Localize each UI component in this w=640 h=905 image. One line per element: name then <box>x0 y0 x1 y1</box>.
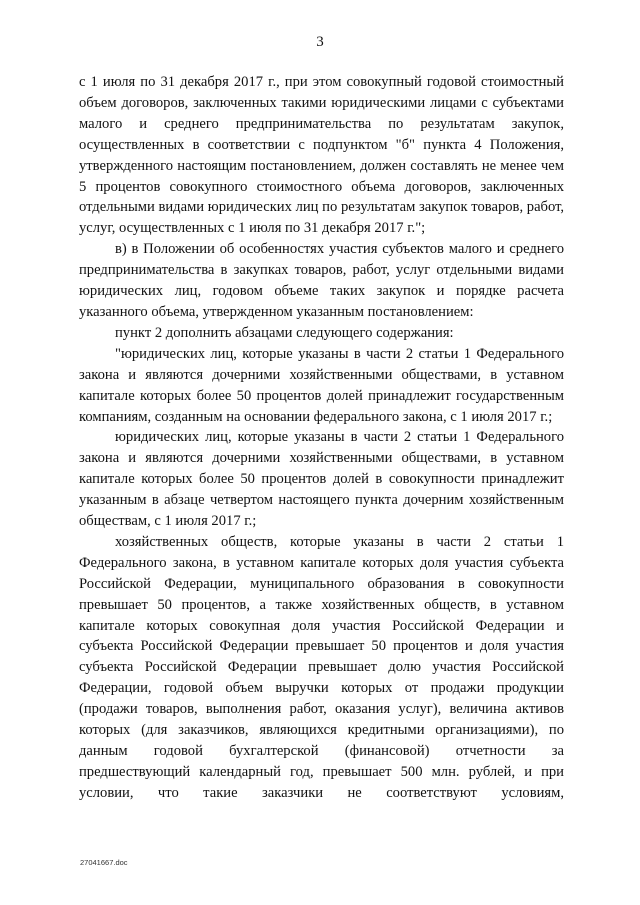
paragraph-point-2-intro: пункт 2 дополнить абзацами следующего содержания: <box>115 324 454 341</box>
paragraph-economic-companies: хозяйственных обществ, которые указаны в части 2 статьи 1 Федерального закона, в уставном капитале которых доля участия субъекта Российской Федерации, муниципального образования в совокупности превышает 50 процентов, а также хозяйственных обществ, в уставном капитале которых совокупная доля участия Российской Федерации и субъекта Российской Федерации превышает 50 процентов и доля участия субъекта Российской Федерации превышает долю участия Российской Федерации, годовой объем выручки которых от продажи продукции (продажи товаров, выполнения работ, оказания услуг), величина активов которых (для заказчиков, являющихся кредитными организациями), по данным годовой бухгалтерской (финансовой) отчетности за предшествующий календарный год, превышает 500 млн. рублей, и при условии, что такие заказчики не соответствуют условиям, <box>79 533 564 801</box>
paragraph-item-v: в) в Положении об особенностях участия субъектов малого и среднего предпринимательства в закупках товаров, работ, услуг отдельными видами юридических лиц, годовом объеме таких закупок и порядке расчета указанного объема, утвержденном указанным постановлением: <box>79 241 564 320</box>
page-number: 3 <box>316 34 324 50</box>
paragraph-continuation: с 1 июля по 31 декабря 2017 г., при этом совокупный годовой стоимостный объем договоров, заключенных такими юридическими лицами с субъектами малого и среднего предпринимательства по результатам закупок, осуществленных в соответствии с подпунктом "б" пункта 4 Положения, утвержденного настоящим постановлением, должен составлять не менее чем 5 процентов совокупного стоимостного объема договоров, заключенных отдельными видами юридических лиц по результатам закупок товаров, работ, услуг, осуществленных с 1 июля по 31 декабря 2017 г."; <box>79 74 564 237</box>
footer-filename: 27041667.doc <box>80 858 128 867</box>
paragraph-subsidiary-state-companies: "юридических лиц, которые указаны в части 2 статьи 1 Федерального закона и являются дочерними хозяйственными обществами, в уставном капитале которых более 50 процентов долей принадлежит государственным компаниям, созданным на основании федерального закона, с 1 июля 2017 г.; <box>79 345 564 425</box>
paragraph-subsidiary-of-subsidiaries: юридических лиц, которые указаны в части 2 статьи 1 Федерального закона и являются дочерними хозяйственными обществами, в уставном капитале которых более 50 процентов долей в совокупности принадлежит указанным в абзаце четвертом настоящего пункта дочерним хозяйственным обществам, с 1 июля 2017 г.; <box>79 429 564 530</box>
document-body <box>79 72 564 804</box>
